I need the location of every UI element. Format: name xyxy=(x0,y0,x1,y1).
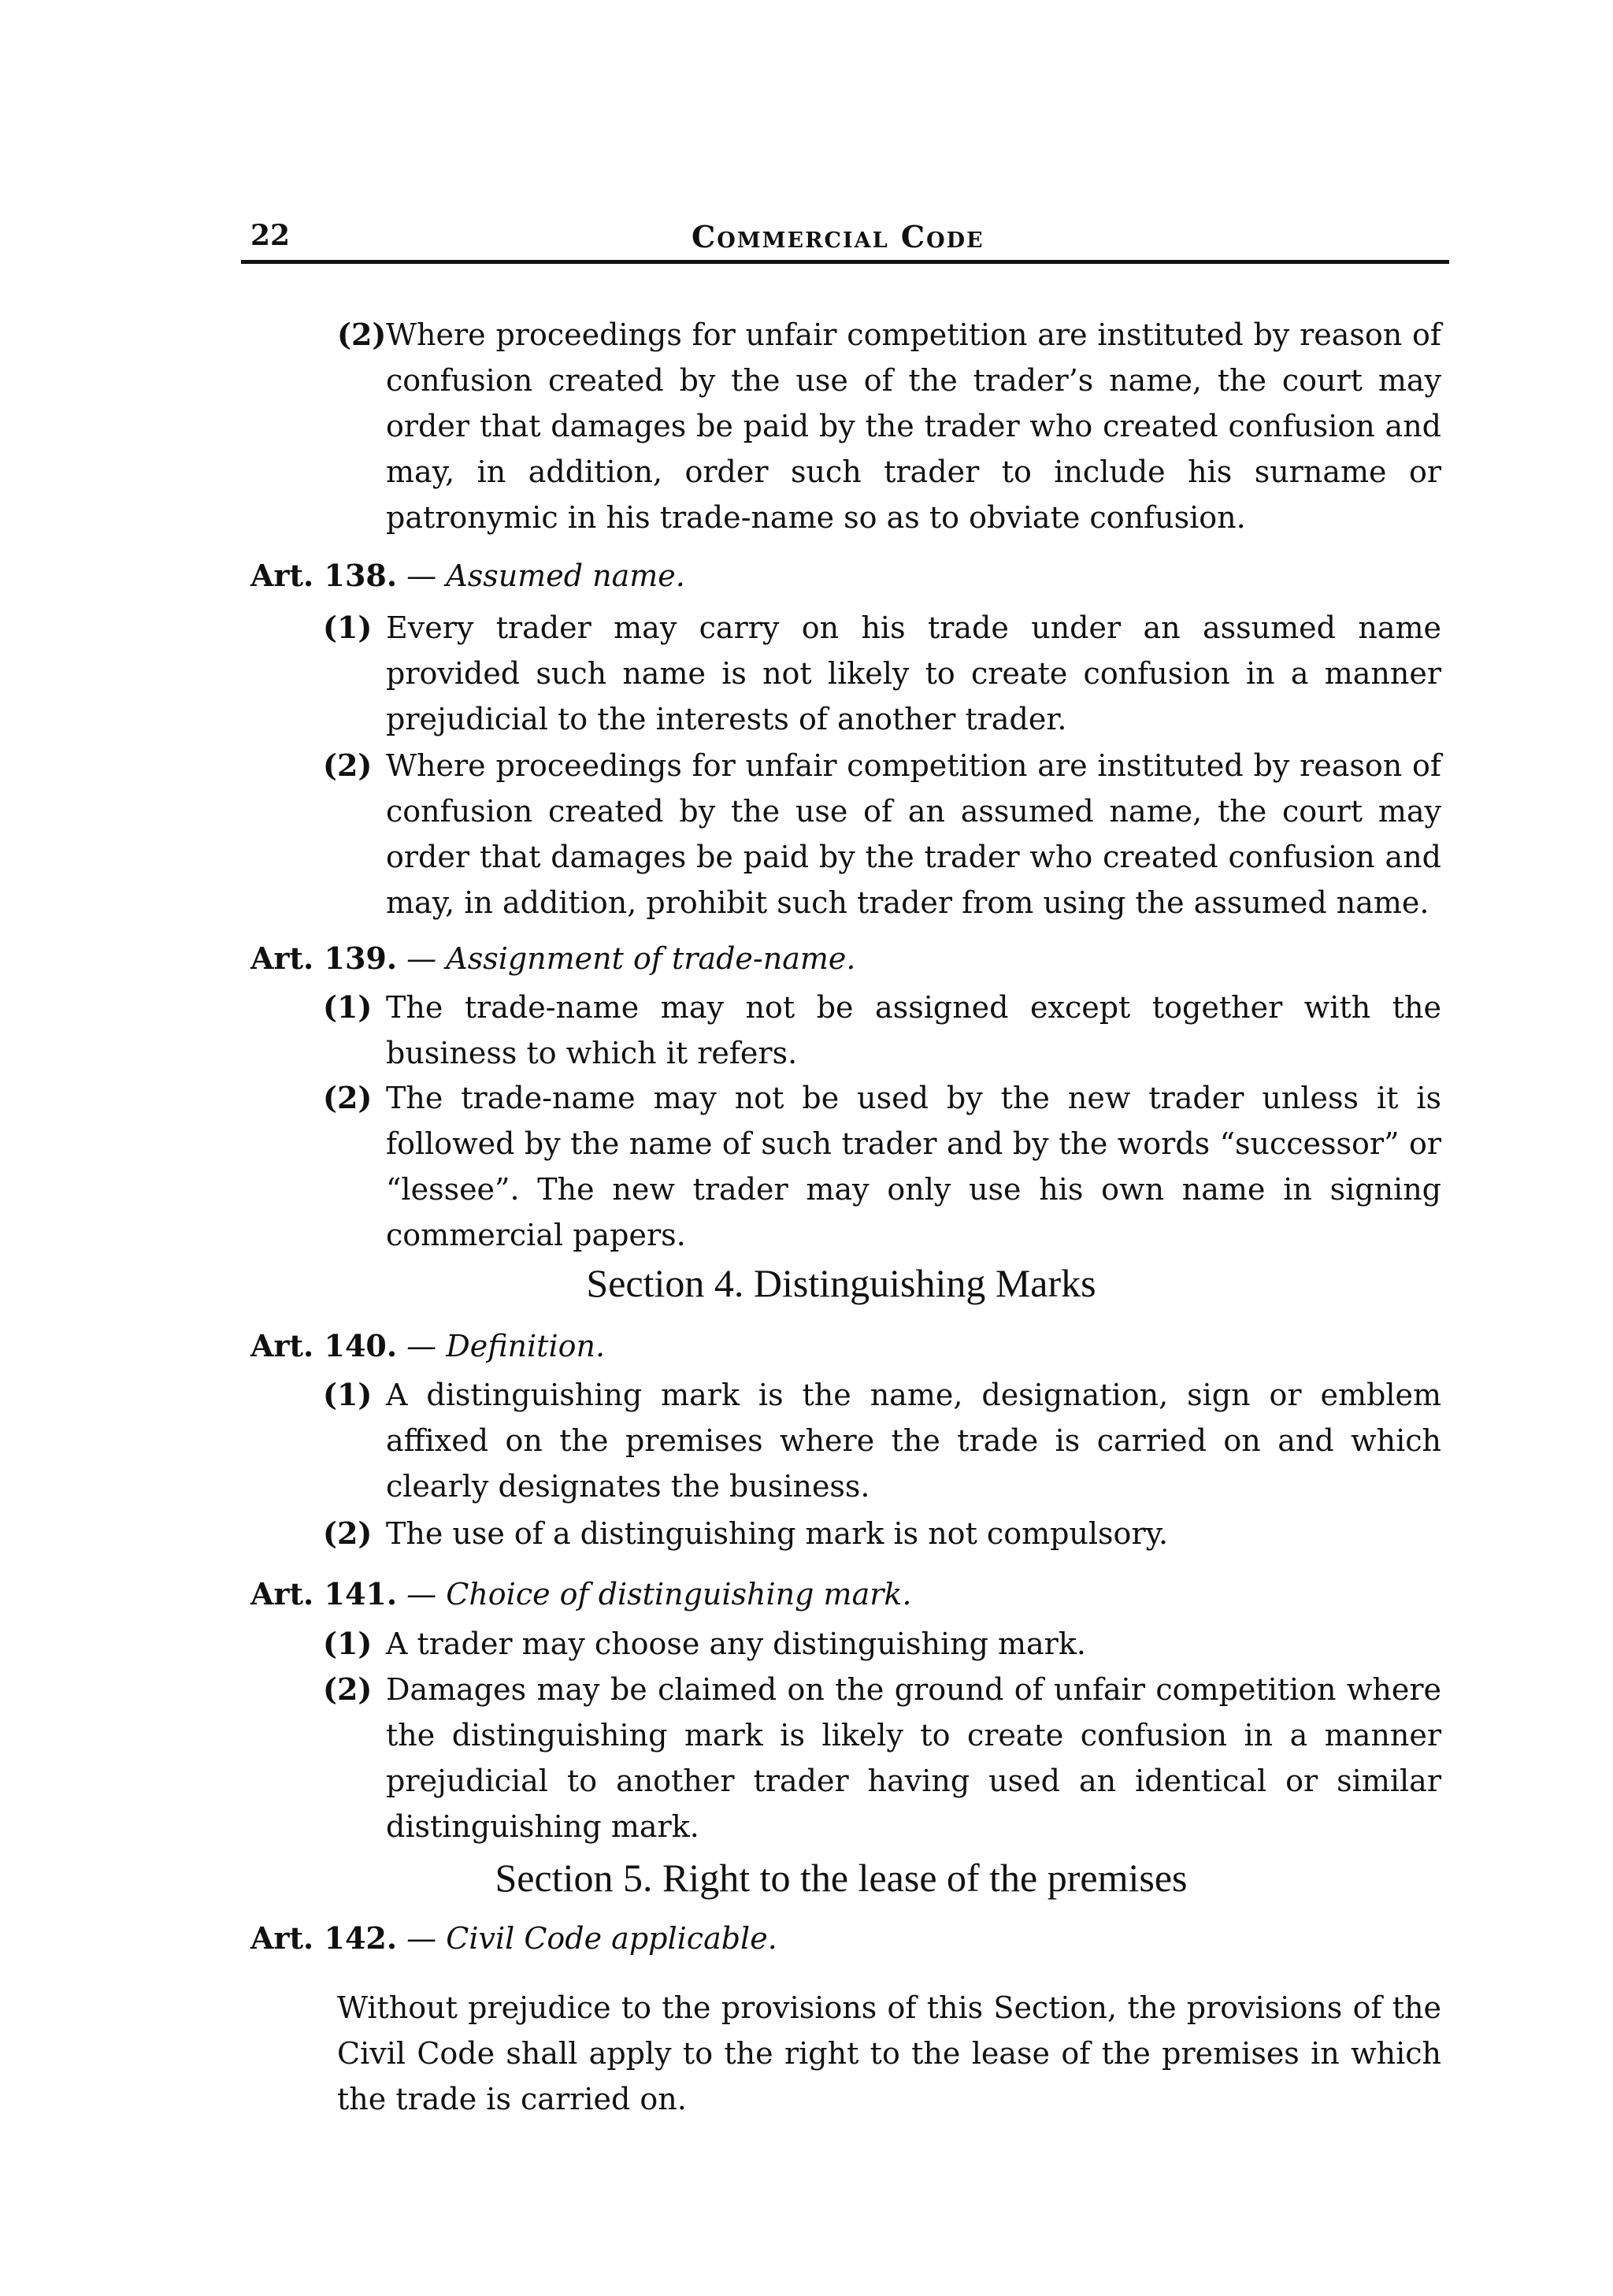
paragraph-text: The trade-name may not be assigned except together with the business to which it refers. xyxy=(386,990,1441,1070)
section-heading: Section 4. Distinguishing Marks xyxy=(586,1261,1096,1305)
paragraph-text: The trade-name may not be used by the new trader unless it is followed by the name of such trader and by the words “successor” or “lessee”. The new trader may only use his own name in signing commercial papers. xyxy=(386,1081,1441,1252)
article-title: — Choice of distinguishing mark. xyxy=(406,1577,912,1612)
article-title: — Assumed name. xyxy=(406,558,685,593)
paragraph-number: (1) xyxy=(323,1626,373,1661)
page-header xyxy=(250,211,1448,266)
running-title: Commercial Code xyxy=(692,219,984,254)
paragraph-text: Where proceedings for unfair competition are instituted by reason of confusion created by the use of an assumed name, the court may order that damages be paid by the trader who created confusion and may, in addition, prohibit such trader from using the assumed name. xyxy=(386,748,1441,920)
paragraph-number: (1) xyxy=(323,610,373,645)
paragraph-number: (2) xyxy=(337,317,387,352)
paragraph-number: (1) xyxy=(323,989,373,1025)
article-title: — Assignment of trade-name. xyxy=(406,941,856,976)
paragraph-text: A trader may choose any distinguishing mark. xyxy=(386,1626,1086,1661)
article-title: — Civil Code applicable. xyxy=(406,1921,777,1956)
paragraph-number: (1) xyxy=(323,1377,373,1412)
paragraph-text: Where proceedings for unfair competition are instituted by reason of confusion created by the use of the trader’s name, the court may order that damages be paid by the trader who created confusion and may, in addition, order such trader to include his surname or patronymic in his trade-name so as to obviate confusion. xyxy=(386,317,1441,535)
article-title: — Definition. xyxy=(406,1329,606,1363)
paragraph-text: Damages may be claimed on the ground of unfair competition where the distinguishing mark is likely to create confusion in a manner prejudicial to another trader having used an identical or similar distinguishing mark. xyxy=(386,1672,1441,1844)
article-heading xyxy=(250,1916,777,1961)
article-heading xyxy=(250,1323,605,1369)
article-number: Art. 138. xyxy=(250,558,398,593)
article-number: Art. 141. xyxy=(250,1576,398,1612)
article-number: Art. 139. xyxy=(250,940,398,976)
article-heading xyxy=(250,553,685,599)
article-number: Art. 142. xyxy=(250,1920,398,1956)
article-number: Art. 140. xyxy=(250,1328,398,1363)
section-heading: Section 5. Right to the lease of the premises xyxy=(495,1856,1188,1900)
header-rule xyxy=(241,260,1449,264)
paragraph-number: (2) xyxy=(323,1080,373,1115)
article-heading xyxy=(250,936,856,981)
paragraph-text: A distinguishing mark is the name, designation, sign or emblem affixed on the premises where the trade is carried on and which clearly designates the business. xyxy=(386,1378,1441,1504)
article-heading xyxy=(250,1571,912,1617)
paragraph-number: (2) xyxy=(323,1671,373,1707)
paragraph-number: (2) xyxy=(323,1515,373,1551)
paragraph-text: The use of a distinguishing mark is not compulsory. xyxy=(386,1516,1169,1551)
paragraph-number: (2) xyxy=(323,747,373,783)
paragraph-text: Without prejudice to the provisions of this Section, the provisions of the Civil Code shall apply to the right to the lease of the premises in which the trade is carried on. xyxy=(337,1990,1441,2116)
paragraph-text: Every trader may carry on his trade under an assumed name provided such name is not likely to create confusion in a manner prejudicial to the interests of another trader. xyxy=(386,610,1441,736)
page-number: 22 xyxy=(250,219,291,252)
